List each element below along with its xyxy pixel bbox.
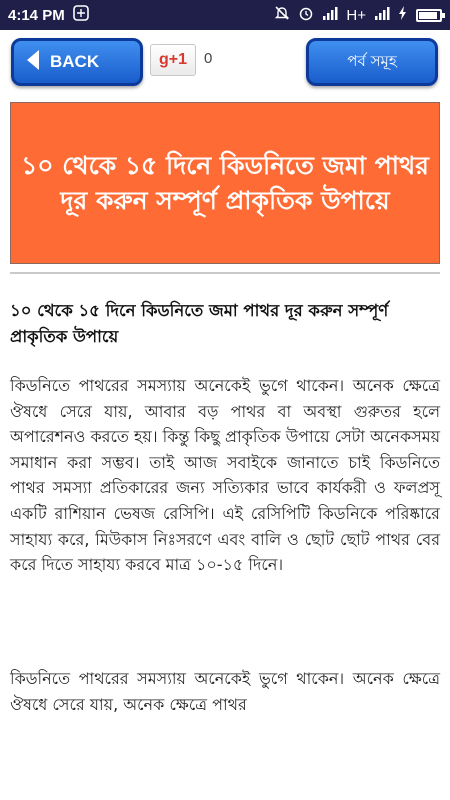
mute-icon bbox=[274, 5, 290, 25]
chapters-button[interactable] bbox=[306, 38, 438, 86]
google-plus-one-button[interactable] bbox=[150, 44, 196, 76]
status-bar bbox=[0, 0, 450, 30]
title-banner bbox=[10, 102, 440, 264]
alarm-icon bbox=[298, 5, 314, 25]
battery-icon bbox=[416, 9, 442, 22]
divider bbox=[10, 272, 440, 274]
gplus-label: g+1 bbox=[158, 51, 187, 68]
article-heading: ১০ থেকে ১৫ দিনে কিডনিতে জমা পাথর দূর করুন সম্পূর্ণ প্রাকৃতিক উপায়ে bbox=[10, 301, 389, 347]
charging-icon bbox=[398, 6, 408, 24]
article-paragraph-1: কিডনিতে পাথরের সমস্যায় অনেকেই ভুগে থাকেন। অনেক ক্ষেত্রে ঔষধে সেরে যায়, আবার বড় পাথর বা অবস্থা গুরুতর হলে অপারেশনও করতে হয়। কিন্তু কিছু প্রাকৃতিক উপায়ে সেটা অনেকসময় সমাধান করা সম্ভব। তাই আজ সবাইকে জানাতে চাই কিডনিতে পাথর সমস্যা প্রতিকারের জন্য সত্যিকার ভাবে কার্যকরী ও ফলপ্রসূ একটি রাশিয়ান ভেষজ রেসিপি। এই রেসিপিটি কিডনিকে পরিষ্কারে সাহায্য করে, মিউকাস নিঃসরণে এবং বালি ও ছোট ছোট পাথর বের করে দিতে সাহায্য করবে মাত্র ১০-১৫ দিনে। bbox=[10, 376, 441, 575]
status-time: 4:14 PM bbox=[8, 6, 65, 24]
data-icon bbox=[374, 6, 390, 24]
toolbar bbox=[0, 30, 450, 92]
chapters-label: পর্ব সমূহ bbox=[347, 51, 397, 70]
article-paragraph-2: কিডনিতে পাথরের সমস্যায় অনেকেই ভুগে থাকেন। অনেক ক্ষেত্রে ঔষধে সেরে যায়, অনেক ক্ষেত্রে পাথর bbox=[10, 669, 440, 714]
back-arrow-icon bbox=[26, 49, 40, 76]
banner-title: ১০ থেকে ১৫ দিনে কিডনিতে জমা পাথর দূর করুন সম্পূর্ণ প্রাকৃতিক উপায়ে bbox=[21, 150, 429, 215]
back-button[interactable] bbox=[11, 38, 143, 86]
gplus-count: 0 bbox=[204, 50, 213, 67]
bottom-blank-area bbox=[0, 722, 450, 800]
signal-icon bbox=[322, 6, 338, 24]
network-type: H+ bbox=[346, 6, 366, 24]
back-label: BACK bbox=[50, 52, 100, 71]
notification-icon bbox=[73, 5, 89, 25]
